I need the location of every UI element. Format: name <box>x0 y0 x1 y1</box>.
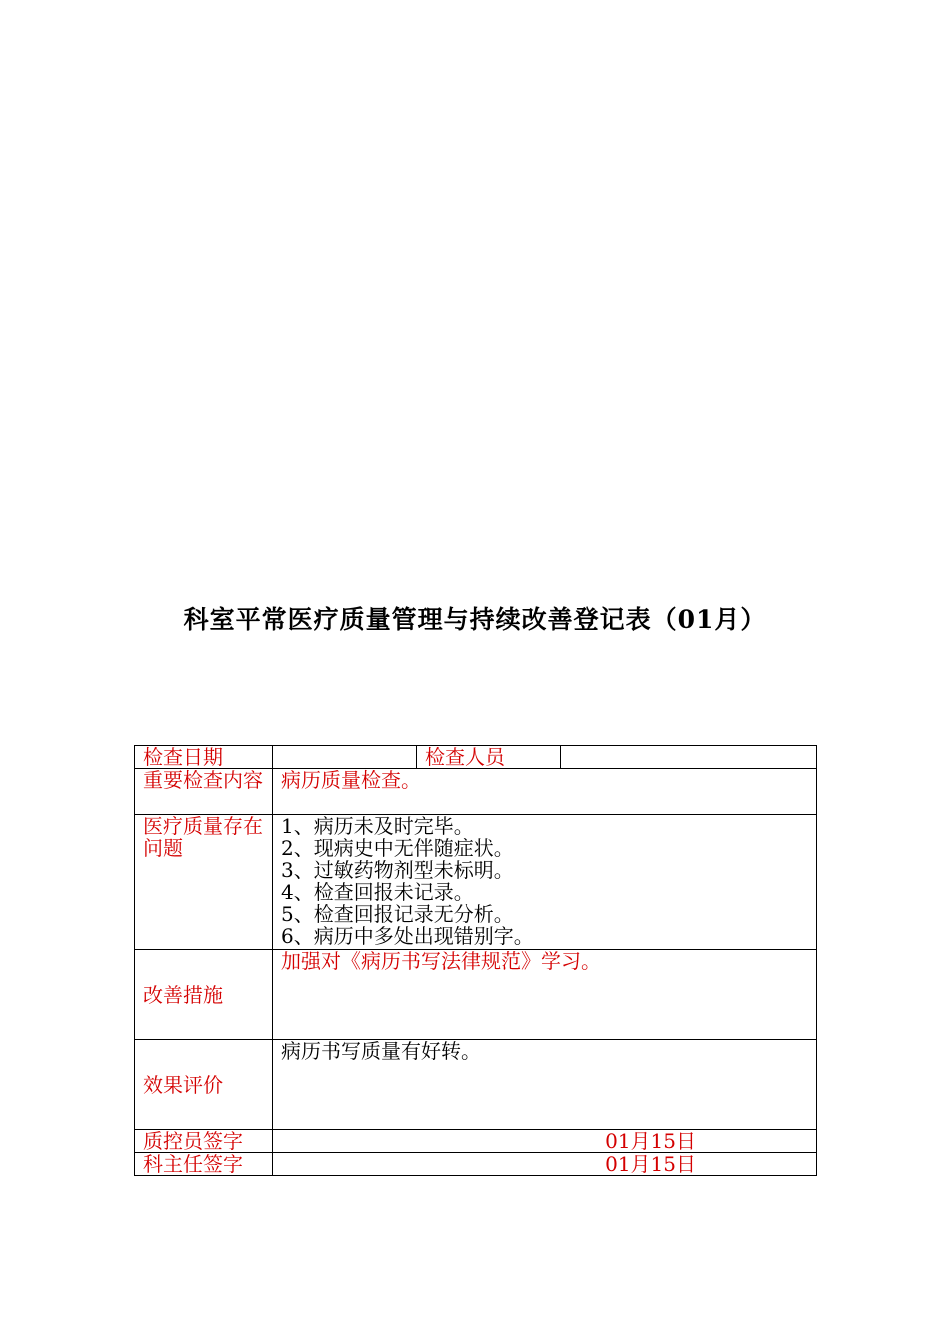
check-date-field[interactable] <box>273 746 417 769</box>
director-signature-label: 科主任签字 <box>135 1153 273 1176</box>
effect-value: 病历书写质量有好转。 <box>273 1040 817 1130</box>
row-problems <box>135 815 817 950</box>
improvement-value: 加强对《病历书写法律规范》学习。 <box>273 950 817 1040</box>
problem-item: 6、病历中多处出现错别字。 <box>281 924 534 948</box>
problems-list <box>273 815 817 950</box>
inspector-label: 检查人员 <box>417 746 561 769</box>
problem-item: 5、检查回报记录无分析。 <box>281 902 514 926</box>
effect-label: 效果评价 <box>135 1040 273 1130</box>
record-table <box>134 745 817 1176</box>
qc-signature-date: 01月15日 <box>273 1130 817 1153</box>
inspector-field[interactable] <box>561 746 817 769</box>
qc-signature-label: 质控员签字 <box>135 1130 273 1153</box>
row-check-date <box>135 746 817 769</box>
problem-item: 2、现病史中无伴随症状。 <box>281 836 514 860</box>
director-signature-date: 01月15日 <box>273 1153 817 1176</box>
row-qc-signature <box>135 1130 817 1153</box>
problem-item: 4、检查回报未记录。 <box>281 880 474 904</box>
problem-item: 3、过敏药物剂型未标明。 <box>281 858 514 882</box>
improvement-label: 改善措施 <box>135 950 273 1040</box>
row-director-signature <box>135 1153 817 1176</box>
problem-item: 1、病历未及时完毕。 <box>281 814 474 838</box>
page-title: 科室平常医疗质量管理与持续改善登记表（01月） <box>183 605 767 634</box>
row-effect <box>135 1040 817 1130</box>
main-content-label: 重要检查内容 <box>135 769 273 815</box>
problems-label: 医疗质量存在问题 <box>135 815 273 950</box>
main-content-value: 病历质量检查。 <box>273 769 817 815</box>
row-improvement <box>135 950 817 1040</box>
check-date-label: 检查日期 <box>135 746 273 769</box>
row-main-content <box>135 769 817 815</box>
